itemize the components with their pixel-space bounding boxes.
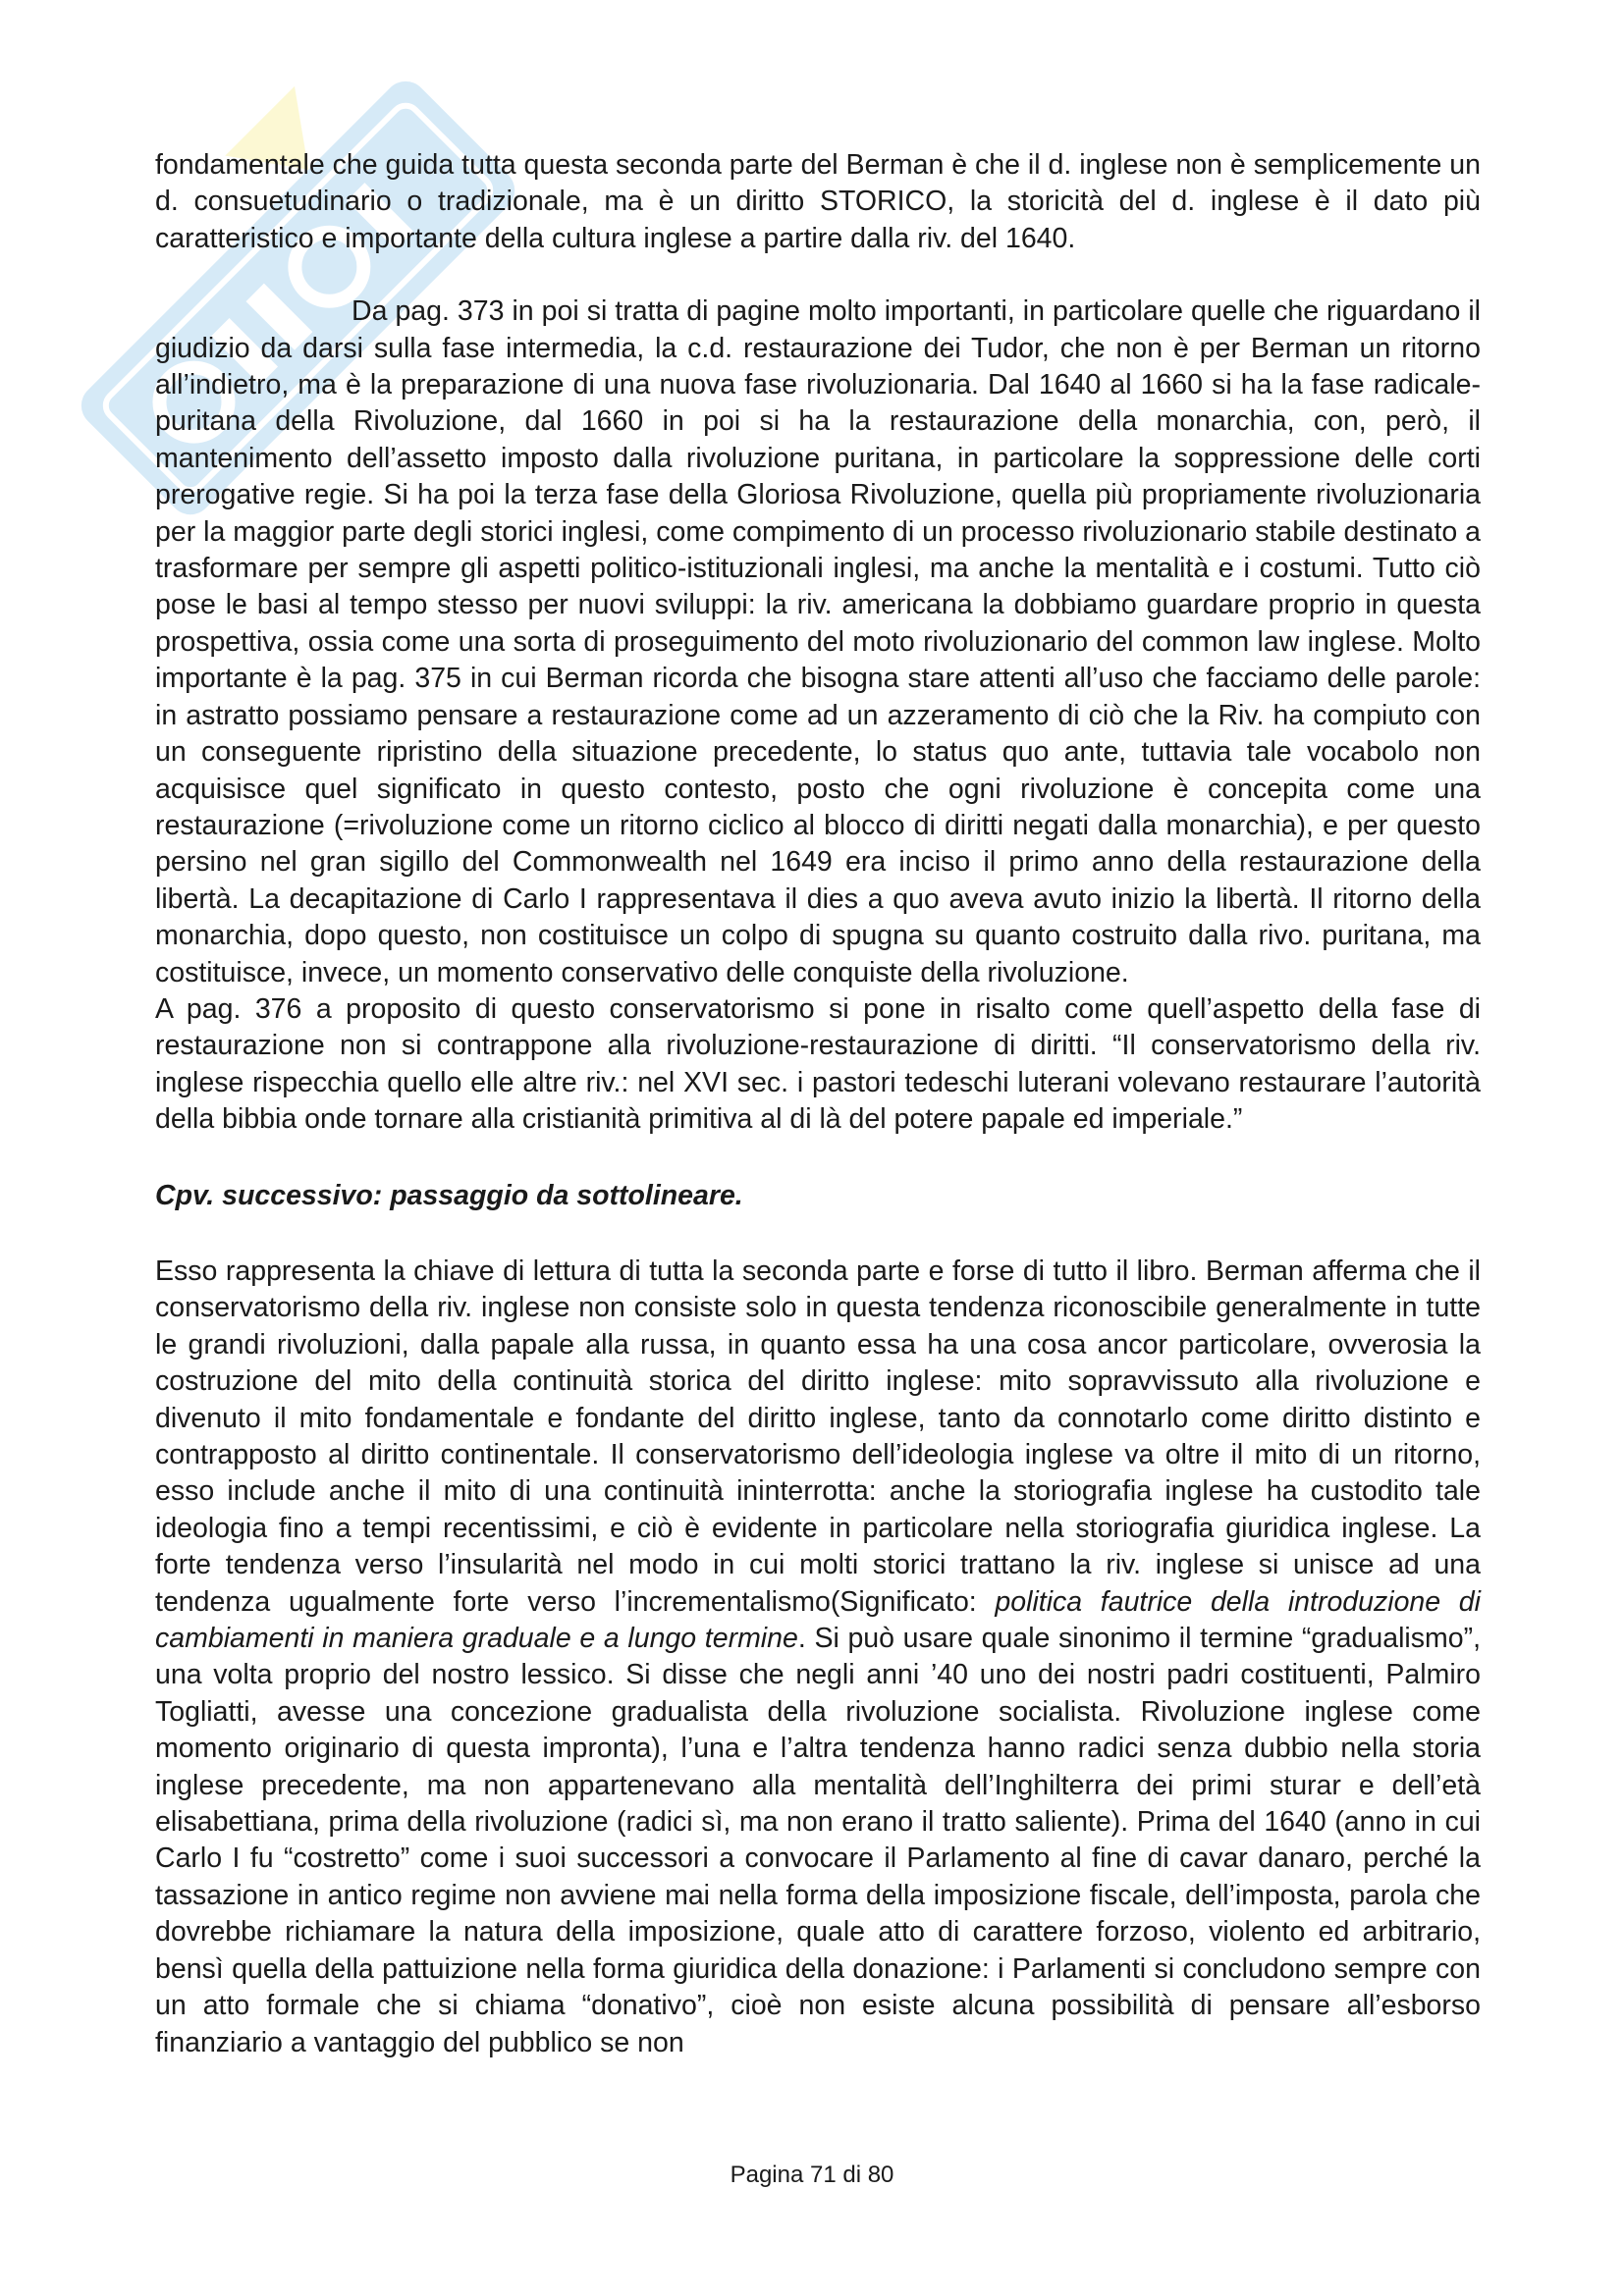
paragraph-4-tail: . Si può usare quale sinonimo il termine “gradualismo”, una volta proprio del nostro lessico. Si disse che negli anni ’40 uno dei nostri padri costituenti, Palmiro Togliatti, avesse una concezione gradualista della rivoluzione socialista. Rivoluzione inglese come momento originario di questa impronta), l’una e l’altra tendenza hanno radici senza dubbio nella storia inglese precedente, ma non appartenevano alla mentalità dell’Inghilterra dei primi sturar e dell’età elisabettiana, prima della rivoluzione (radici sì, ma non erano il tratto saliente). Prima del 1640 (anno in cui Carlo I fu “costretto” come i suoi successori a convocare il Parlamento al fine di cavar danaro, perché la tassazione in antico regime non avviene mai nella forma della imposizione fiscale, dell’imposta, parola che dovrebbe richiamare la natura della imposizione, quale atto di carattere forzoso, violento ed arbitrario, bensì quella della pattuizione nella forma giuridica della donazione: i Parlamenti si concludono sempre con un atto formale che si chiama “donativo”, cioè non esiste alcuna possibilità di pensare all’esborso finanziario a vantaggio del pubblico se non [155, 1623, 1481, 2058]
paragraph-3: A pag. 376 a proposito di questo conservatorismo si pone in risalto come quell’aspetto della fase di restaurazione non si contrappone alla rivoluzione-restaurazione di diritti. “Il conservatorismo della riv. inglese rispecchia quello elle altre riv.: nel XVI sec. i pastori tedeschi luterani volevano restaurare l’autorità della bibbia onde tornare alla cristianità primitiva al di là del potere papale ed imperiale.” [155, 992, 1481, 1136]
page-body [155, 147, 1481, 2061]
section-heading: Cpv. successivo: passaggio da sottolineare. [155, 1179, 743, 1211]
paragraph-4-text: Esso rappresenta la chiave di lettura di tutta la seconda parte e forse di tutto il libro. Berman afferma che il conservatorismo della riv. inglese non consiste solo in questa tendenza riconoscibile generalmente in tutte le grandi rivoluzioni, dalla papale alla russa, in quanto essa ha una cosa ancor particolare, ovverosia la costruzione del mito della continuità storica del diritto inglese: mito sopravvissuto alla rivoluzione e divenuto il mito fondamentale e fondante del diritto inglese, tanto da connotarlo come diritto distinto e contrapposto al diritto continentale. Il conservatorismo dell’ideologia inglese va oltre il mito di un ritorno, esso include anche il mito di una continuità ininterrotta: anche la storiografia inglese ha custodito tale ideologia fino a tempi recentissimi, e ciò è evidente in particolare nella storiografia giuridica inglese. La forte tendenza verso l’insularità nel modo in cui molti storici trattano la riv. inglese si unisce ad una tendenza ugualmente forte verso l’incrementalismo(Significato: [155, 1255, 1481, 1618]
paragraph-1: fondamentale che guida tutta questa seconda parte del Berman è che il d. inglese non è semplicemente un d. consuetudinario o tradizionale, ma è un diritto STORICO, la storicità del d. inglese è il dato più caratteristico e importante della cultura inglese a partire dalla riv. del 1640. [155, 149, 1481, 254]
paragraph-4 [155, 1254, 1481, 2061]
italic-definition: politica fautrice della introduzione di cambiamenti in maniera graduale e a lungo termine [155, 1585, 1481, 1655]
paragraph-2: Da pag. 373 in poi si tratta di pagine molto importanti, in particolare quelle che riguardano il giudizio da darsi sulla fase intermedia, la c.d. restaurazione dei Tudor, che non è per Berman un ritorno all’indietro, ma è la preparazione di una nuova fase rivoluzionaria. Dal 1640 al 1660 si ha la fase radicale-puritana della Rivoluzione, dal 1660 in poi si ha la restaurazione della monarchia, con, però, il mantenimento dell’assetto imposto dalla rivoluzione puritana, in particolare la soppressione delle corti prerogative regie. Si ha poi la terza fase della Gloriosa Rivoluzione, quella più propriamente rivoluzionaria per la maggior parte degli storici inglesi, come compimento di un processo rivoluzionario stabile destinato a trasformare per sempre gli aspetti politico-istituzionali inglesi, ma anche la mentalità e i costumi. Tutto ciò pose le basi al tempo stesso per nuovi sviluppi: la riv. americana la dobbiamo guardare proprio in questa prospettiva, ossia come una sorta di proseguimento del moto rivoluzionario del common law inglese. Molto importante è la pag. 375 in cui Berman ricorda che bisogna stare attenti all’uso che facciamo delle parole: in astratto possiamo pensare a restaurazione come ad un azzeramento di ciò che la Riv. ha compiuto con un conseguente ripristino della situazione precedente, lo status quo ante, tuttavia tale vocabolo non acquisisce quel significato in questo contesto, posto che ogni rivoluzione è concepita come una restaurazione (=rivoluzione come un ritorno ciclico al blocco di diritti negati dalla monarchia), e per questo persino nel gran sigillo del Commonwealth nel 1649 era inciso il primo anno della restaurazione della libertà. La decapitazione di Carlo I rappresentava il dies a quo aveva avuto inizio la libertà. Il ritorno della monarchia, dopo questo, non costituisce un colpo di spugna su quanto costruito dalla rivo. puritana, ma costituisce, invece, un momento conservativo delle conquiste della rivoluzione. [155, 295, 1481, 988]
page-number-footer: Pagina 71 di 80 [730, 2162, 894, 2188]
